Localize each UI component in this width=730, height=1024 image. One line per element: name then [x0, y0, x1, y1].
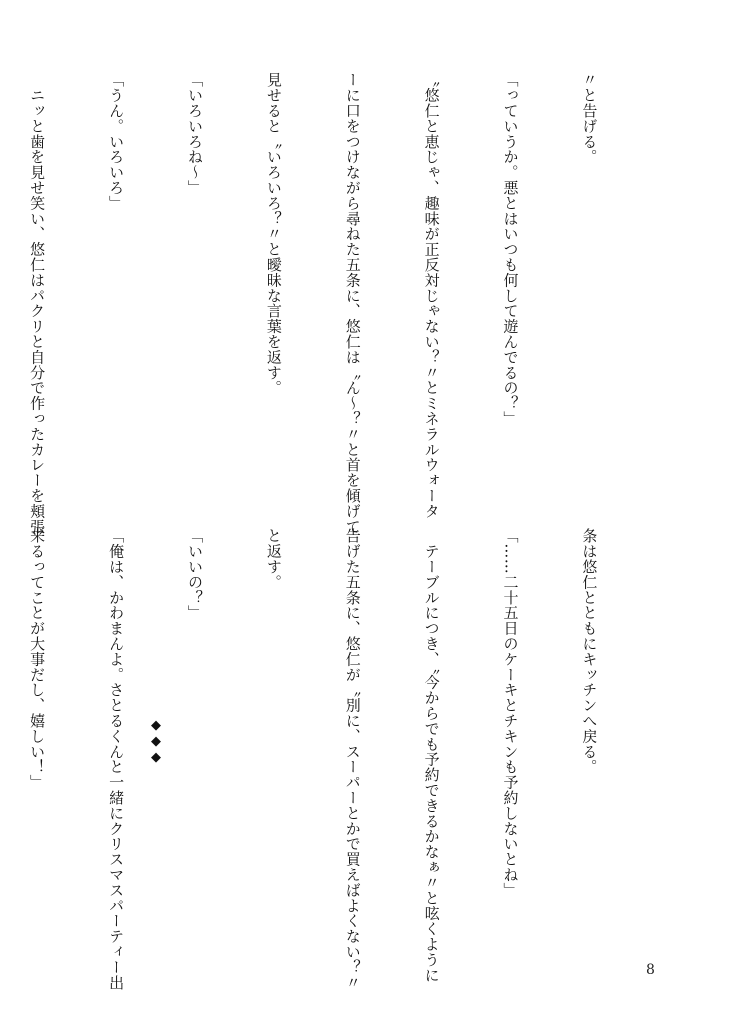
text-column: 来るってことが大事だし、嬉しい！」 [28, 528, 47, 790]
text-column: 条は悠仁とともにキッチンへ戻る。 [580, 528, 599, 775]
text-column: 見せると〝いろいろ？〃と曖昧な言葉を返す。 [264, 72, 283, 396]
diamond-icon: ◆ [151, 718, 161, 733]
text-column: 「うん。いろいろ」 [107, 72, 126, 211]
text-column: 「……二十五日のケーキとチキンも予約しないとね」 [501, 528, 520, 898]
text-block-top [28, 72, 655, 534]
diamond-icon: ◆ [151, 750, 161, 765]
text-column: ーに口をつけながら尋ねた五条に、悠仁は〝ん〜？〃と首を傾げて [343, 72, 362, 534]
diamond-icon: ◆ [151, 734, 161, 749]
text-column: ニッと歯を見せ笑い、悠仁はパクリと自分で作ったカレーを頬張 [28, 72, 47, 534]
text-column: 〃と告げる。 [580, 72, 599, 165]
text-column: 〝悠仁と恵じゃ、趣味が正反対じゃない？〃とミネラルウォータ [422, 72, 441, 519]
text-column: 「俺は、かわまんよ。さとるくんと一緒にクリスマスパーティー出 [107, 528, 126, 990]
text-block-bottom [28, 528, 655, 990]
text-column: 「いいの？」 [185, 528, 204, 621]
text-column: 「いろいろね〜」 [185, 72, 204, 196]
text-column: 告げた五条に、悠仁が〝別に、スーパーとかで買えばよくない？〃 [343, 528, 362, 990]
text-column: テーブルにつき、〝今からでも予約できるかなぁ〃と呟くように [422, 528, 441, 983]
scene-break [146, 718, 166, 766]
text-column: と返す。 [264, 528, 283, 590]
page-number: 8 [646, 962, 655, 978]
text-column: 「っていうか。悪とはいつも何して遊んでるの？」 [501, 72, 520, 427]
